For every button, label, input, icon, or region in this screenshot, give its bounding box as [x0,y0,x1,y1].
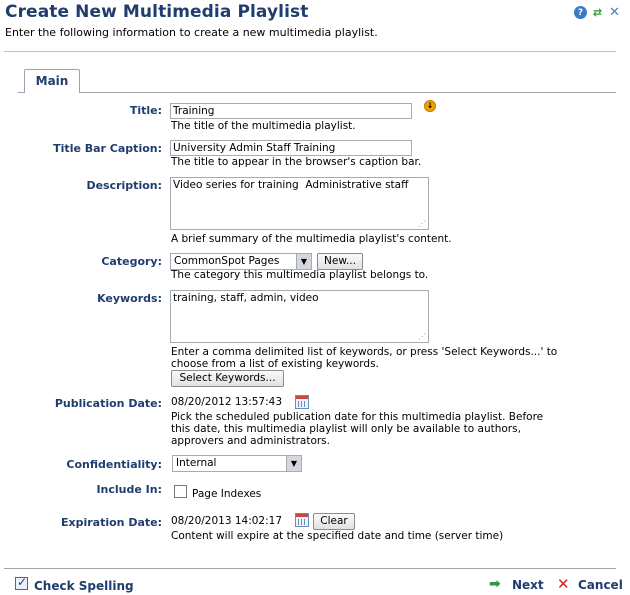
description-textarea[interactable] [170,177,429,230]
page-title: Create New Multimedia Playlist [5,2,309,22]
check-spelling-checkbox[interactable] [15,577,28,590]
category-help: The category this multimedia playlist belongs to. [171,269,429,281]
help-icon[interactable]: ? [574,6,587,19]
chevron-down-icon[interactable]: ▼ [286,456,301,471]
category-label: Category: [101,255,162,268]
page-indexes-checkbox[interactable] [174,485,187,498]
publication-date-value: 08/20/2012 13:57:43 [171,396,283,408]
header-divider [4,51,616,52]
clear-button[interactable]: Clear [313,513,355,530]
publication-date-label: Publication Date: [54,397,162,410]
keywords-help-line1: Enter a comma delimited list of keywords, or press 'Select Keywords...' to [171,346,558,358]
caption-help: The title to appear in the browser's caption bar. [171,156,422,168]
expiration-help: Content will expire at the specified date and time (server time) [171,530,504,542]
refresh-icon[interactable]: ⇄ [592,6,603,19]
caption-input[interactable] [170,140,412,156]
keywords-help-line2: choose from a list of existing keywords. [171,358,379,370]
publication-help-line3: approvers and administrators. [171,435,330,447]
expiration-date-label: Expiration Date: [60,516,162,529]
expiration-date-value: 08/20/2013 14:02:17 [171,515,283,527]
include-in-label: Include In: [96,483,162,496]
tab-strip-line [18,92,616,93]
confidentiality-select[interactable] [172,455,302,472]
info-icon[interactable]: ↓ [424,100,436,112]
next-button[interactable]: Next [512,578,544,592]
close-icon[interactable]: ✕ [609,5,620,20]
cancel-button[interactable]: Cancel [578,578,623,592]
next-arrow-icon[interactable]: ➡ [489,576,501,592]
calendar-icon[interactable] [295,513,309,527]
confidentiality-selected: Internal [176,457,217,469]
category-select[interactable] [170,253,312,270]
cancel-x-icon[interactable]: ✕ [557,575,570,593]
footer-divider [4,568,616,569]
resize-grip-icon[interactable]: ⋰ [418,219,426,228]
description-label: Description: [86,179,162,192]
page-indexes-label: Page Indexes [192,488,262,500]
keywords-label: Keywords: [97,292,162,305]
publication-help-line2: this date, this multimedia playlist will only be available to authors, [171,423,521,435]
confidentiality-label: Confidentiality: [66,458,162,471]
publication-help-line1: Pick the scheduled publication date for this multimedia playlist. Before [171,411,544,423]
caption-label: Title Bar Caption: [53,142,162,155]
description-help: A brief summary of the multimedia playlist's content. [171,233,452,245]
new-category-button[interactable]: New... [317,253,363,270]
page-header [5,2,625,39]
calendar-icon[interactable] [295,395,309,409]
header-toolbar [574,6,621,19]
title-input[interactable] [170,103,412,119]
page-subtitle: Enter the following information to create a new multimedia playlist. [5,26,378,39]
title-help: The title of the multimedia playlist. [171,120,356,132]
select-keywords-button[interactable]: Select Keywords... [171,370,284,387]
tab-main[interactable]: Main [24,69,80,93]
resize-grip-icon[interactable]: ⋰ [418,332,426,341]
chevron-down-icon[interactable]: ▼ [296,254,311,269]
keywords-textarea[interactable] [170,290,429,343]
category-selected: CommonSpot Pages [174,255,280,267]
check-spelling-label[interactable]: Check Spelling [34,579,134,593]
title-label: Title: [129,104,162,117]
